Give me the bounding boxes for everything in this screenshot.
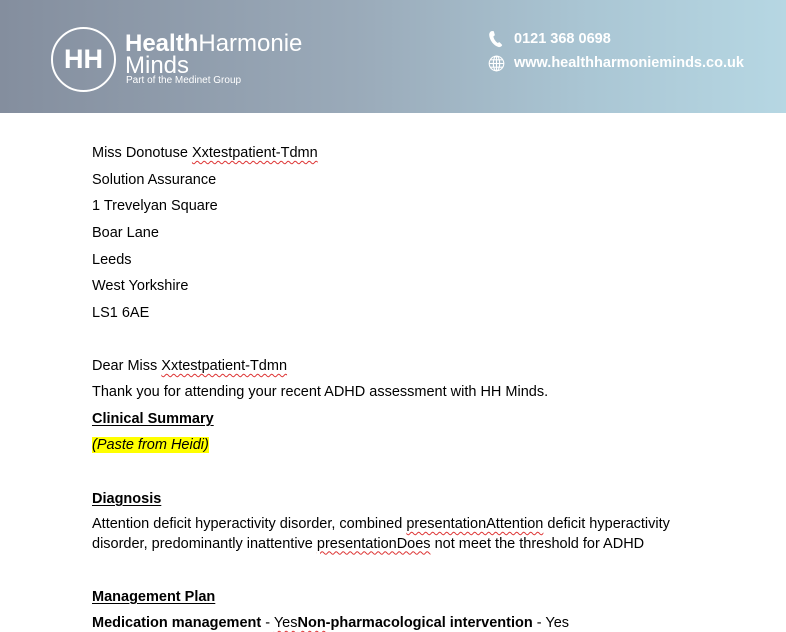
nonpharm-label-rest: -pharmacological intervention (325, 615, 533, 631)
diagnosis-part-flagged: presentationAttention (406, 516, 544, 532)
intro-text: Thank you for attending your recent ADHD assessment with HH Minds. (92, 384, 549, 400)
address-line-1: Solution Assurance (92, 172, 217, 188)
brand-minds: Minds (125, 52, 190, 79)
logo-initials: HH (64, 44, 103, 74)
medication-value: Yes (273, 615, 298, 631)
globe-icon (487, 54, 505, 72)
recipient-name (92, 144, 318, 162)
recipient-surname: Xxtestpatient-Tdmn (191, 145, 318, 161)
brand-tagline: Part of the Medinet Group (126, 75, 242, 86)
nonpharm-value: Yes (545, 615, 570, 631)
address-line-3: Boar Lane (92, 225, 159, 241)
clinical-summary-placeholder (92, 436, 209, 454)
management-plan-items (92, 614, 569, 632)
separator: - (261, 615, 274, 631)
letterhead-banner (0, 0, 786, 113)
salutation (92, 357, 287, 375)
phone-icon (487, 30, 505, 48)
highlighted-placeholder: (Paste from Heidi) (92, 437, 209, 453)
brand-regular: Harmonie (198, 30, 303, 57)
diagnosis-part: deficit hyperactivity disorder, predominantly inattentive (92, 516, 670, 552)
diagnosis-part: Attention deficit hyperactivity disorder, combined (92, 516, 407, 532)
website-link[interactable]: www.healthharmonieminds.co.uk (514, 55, 744, 71)
diagnosis-part: not meet the threshold for ADHD (430, 535, 645, 552)
phone-number: 0121 368 0698 (514, 31, 611, 47)
medication-label: Medication management (92, 615, 262, 631)
diagnosis-part-flagged: presentationDoes (316, 535, 431, 552)
contact-website (487, 54, 744, 72)
separator: - (532, 615, 546, 631)
nonpharm-label-start: Non (297, 615, 326, 631)
clinical-summary-heading: Clinical Summary (92, 411, 214, 427)
salutation-prefix: Dear Miss (92, 358, 162, 374)
recipient-name-prefix: Miss Donotuse (92, 145, 192, 161)
diagnosis-text (92, 515, 702, 554)
address-postcode: LS1 6AE (92, 305, 150, 321)
logo-circle (51, 27, 116, 92)
diagnosis-heading: Diagnosis (92, 491, 162, 507)
management-plan-heading: Management Plan (92, 589, 216, 605)
contact-phone (487, 30, 611, 48)
address-line-5: West Yorkshire (92, 278, 189, 294)
salutation-name: Xxtestpatient-Tdmn (161, 358, 288, 374)
address-line-2: 1 Trevelyan Square (92, 198, 218, 214)
brand-bold: Health (125, 30, 199, 57)
flagged-run (274, 615, 326, 631)
address-line-4: Leeds (92, 252, 132, 268)
